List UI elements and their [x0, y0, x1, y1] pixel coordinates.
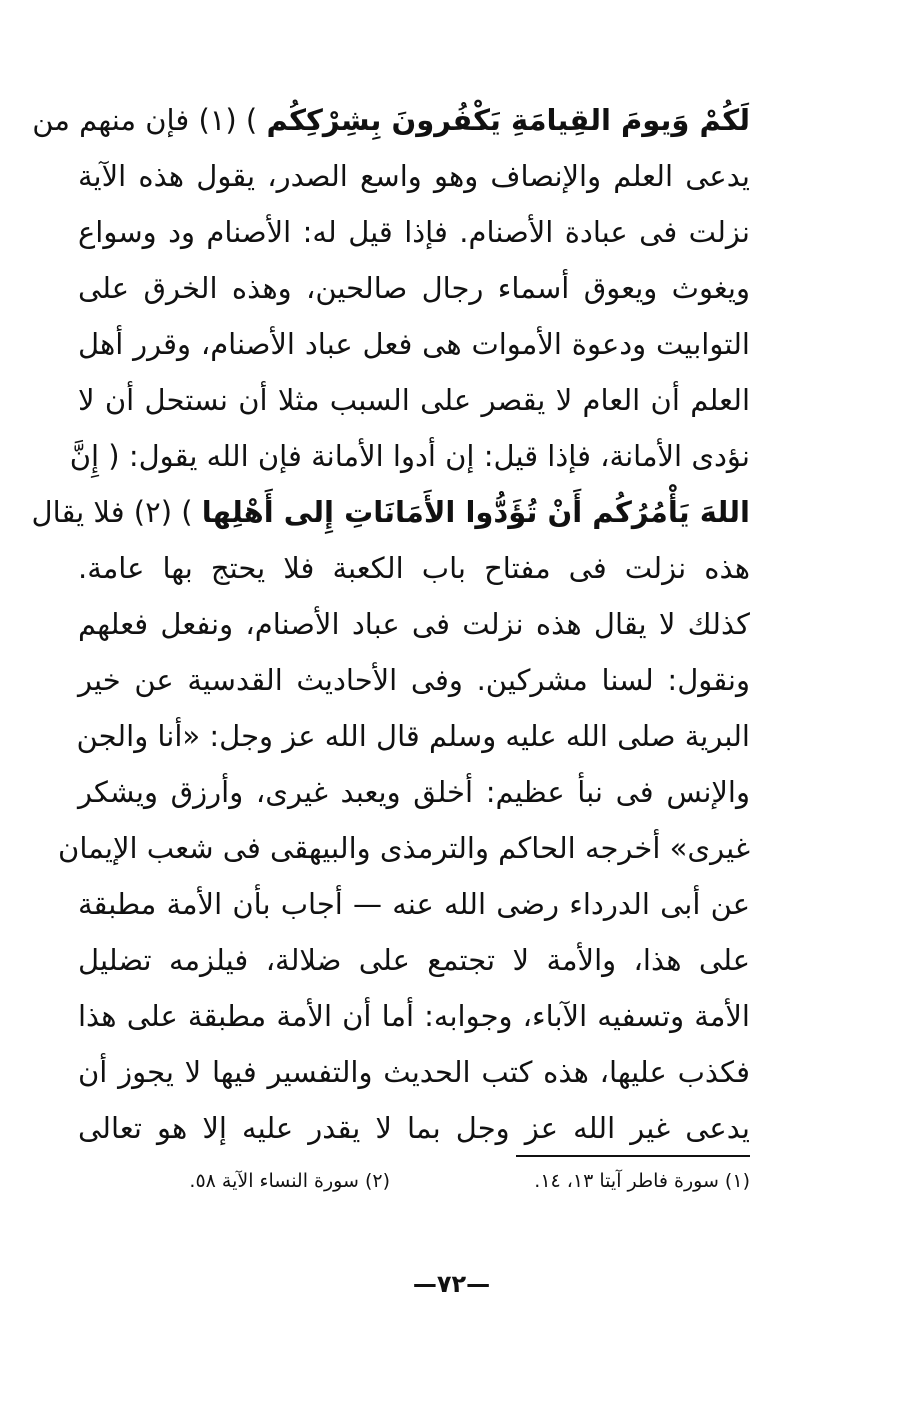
line-text: ) (١) فإن منهم من — [32, 103, 267, 137]
footnote-1: (١) سورة فاطر آيتا ١٣، ١٤. — [534, 1170, 750, 1192]
footnote-separator — [516, 1155, 750, 1157]
footnote-2: (٢) سورة النساء الآية ٥٨. — [189, 1170, 390, 1192]
text-line — [69, 428, 750, 484]
text-line — [78, 204, 750, 260]
line-text: فكذب عليها، هذه كتب الحديث والتفسير فيها لا يجوز أن — [78, 1055, 750, 1089]
line-text: الأمة وتسفيه الآباء، وجوابه: أما أن الأمة مطبقة على هذا — [78, 999, 750, 1033]
line-text: يدعى العلم والإنصاف وهو واسع الصدر، يقول هذه الآية — [78, 159, 750, 193]
line-text: كذلك لا يقال هذه نزلت فى عباد الأصنام، ونفعل فعلهم — [78, 607, 750, 641]
text-line — [78, 1044, 750, 1100]
text-line — [78, 876, 750, 932]
line-text: غيرى» أخرجه الحاكم والترمذى والبيهقى فى شعب الإيمان — [58, 831, 750, 865]
line-text: عن أبى الدرداء رضى الله عنه — أجاب بأن الأمة مطبقة — [78, 887, 750, 921]
text-line — [78, 1100, 750, 1156]
page-number: —٧٢— — [412, 1270, 491, 1298]
body-text — [31, 92, 750, 1156]
line-text: على هذا، والأمة لا تجتمع على ضلالة، فيلزمه تضليل — [78, 943, 750, 977]
text-line — [78, 932, 750, 988]
text-line — [78, 988, 750, 1044]
quran-verse: لَكُمْ وَيومَ القِيامَةِ يَكْفُرونَ بِشِرْكِكُم — [266, 103, 750, 137]
text-line — [31, 484, 750, 540]
text-line — [32, 92, 750, 148]
line-text: هذه نزلت فى مفتاح باب الكعبة فلا يحتج بها عامة. — [78, 551, 750, 585]
quran-verse: اللهَ يَأْمُرُكُم أَنْ تُؤَدُّوا الأَمَانَاتِ إِلى أَهْلِها — [201, 495, 750, 529]
line-text: التوابيت ودعوة الأموات هى فعل عباد الأصنام، وقرر أهل — [78, 327, 750, 361]
text-line — [78, 260, 750, 316]
text-line — [78, 596, 750, 652]
text-line — [78, 148, 750, 204]
text-line — [78, 372, 750, 428]
line-text: البرية صلى الله عليه وسلم قال الله عز وجل: «أنا والجن — [76, 719, 750, 753]
text-line — [58, 820, 750, 876]
text-line — [78, 316, 750, 372]
line-text: والإنس فى نبأ عظيم: أخلق ويعبد غيرى، وأرزق ويشكر — [78, 775, 750, 809]
text-line — [78, 652, 750, 708]
text-line — [78, 708, 750, 764]
line-text: العلم أن العام لا يقصر على السبب مثلا أن نستحل أن لا — [78, 383, 750, 417]
line-text: يدعى غير الله عز وجل بما لا يقدر عليه إلا هو تعالى — [78, 1111, 750, 1145]
text-line — [78, 764, 750, 820]
line-text: نؤدى الأمانة، فإذا قيل: إن أدوا الأمانة فإن الله يقول: ( إِنَّ — [69, 439, 750, 473]
line-text: نزلت فى عبادة الأصنام. فإذا قيل له: الأصنام ود وسواع — [78, 215, 750, 249]
text-line — [78, 540, 750, 596]
line-text: ) (٢) فلا يقال — [31, 495, 202, 529]
line-text: ونقول: لسنا مشركين. وفى الأحاديث القدسية عن خير — [78, 663, 750, 697]
line-text: ويغوث ويعوق أسماء رجال صالحين، وهذه الخرق على — [78, 271, 750, 305]
